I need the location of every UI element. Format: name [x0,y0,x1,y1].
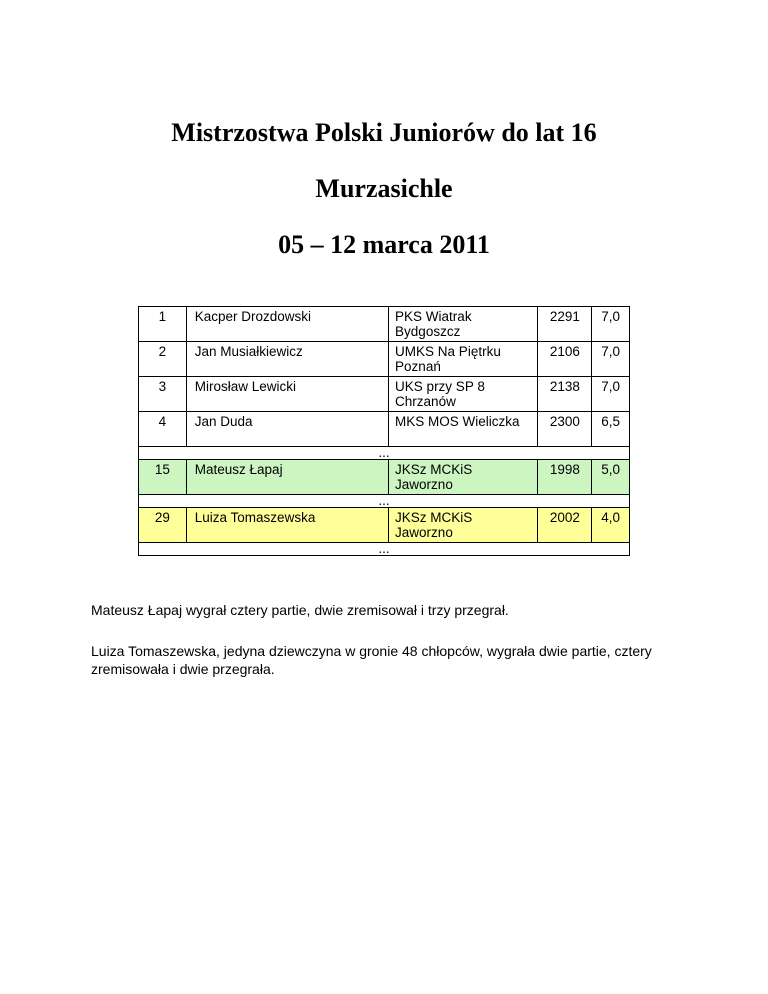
points-cell: 6,5 [592,412,630,447]
player-name-cell: Luiza Tomaszewska [186,508,388,543]
points-cell: 4,0 [592,508,630,543]
rating-cell: 2106 [538,342,592,377]
place-cell: 1 [139,307,187,342]
highlighted-row-green [139,460,630,495]
player-name-cell: Jan Musiałkiewicz [186,342,388,377]
club-cell: MKS MOS Wieliczka [389,412,538,447]
club-cell: JKSz MCKiS Jaworzno [389,508,538,543]
ellipsis-cell: ... [139,543,630,556]
ellipsis-row [139,543,630,556]
place-cell: 3 [139,377,187,412]
ellipsis-row [139,495,630,508]
paragraph-tomaszewska: Luiza Tomaszewska, jedyna dziewczyna w gronie 48 chłopców, wygrała dwie partie, cztery zremisowała i dwie przegrała. [91,643,652,677]
ellipsis-cell: ... [139,447,630,460]
event-title: Mistrzostwa Polski Juniorów do lat 16 [171,118,597,147]
club-cell: UMKS Na Piętrku Poznań [389,342,538,377]
event-dates: 05 – 12 marca 2011 [278,230,490,259]
table-row [139,307,630,342]
rating-cell: 2291 [538,307,592,342]
place-cell: 15 [139,460,187,495]
player-name-cell: Kacper Drozdowski [186,307,388,342]
rating-cell: 2300 [538,412,592,447]
points-cell: 7,0 [592,377,630,412]
club-cell: PKS Wiatrak Bydgoszcz [389,307,538,342]
results-table [138,306,630,556]
event-place: Murzasichle [315,174,453,203]
rating-cell: 2002 [538,508,592,543]
points-cell: 7,0 [592,307,630,342]
player-name-cell: Mateusz Łapaj [186,460,388,495]
place-cell: 2 [139,342,187,377]
ellipsis-row [139,447,630,460]
paragraph-lapaj: Mateusz Łapaj wygrał cztery partie, dwie zremisował i trzy przegrał. [91,602,509,618]
ellipsis-cell: ... [139,495,630,508]
player-name-cell: Mirosław Lewicki [186,377,388,412]
points-cell: 7,0 [592,342,630,377]
points-cell: 5,0 [592,460,630,495]
table-row [139,342,630,377]
table-row [139,377,630,412]
place-cell: 4 [139,412,187,447]
rating-cell: 1998 [538,460,592,495]
table-row [139,412,630,447]
club-cell: UKS przy SP 8 Chrzanów [389,377,538,412]
rating-cell: 2138 [538,377,592,412]
highlighted-row-yellow [139,508,630,543]
place-cell: 29 [139,508,187,543]
player-name-cell: Jan Duda [186,412,388,447]
club-cell: JKSz MCKiS Jaworzno [389,460,538,495]
